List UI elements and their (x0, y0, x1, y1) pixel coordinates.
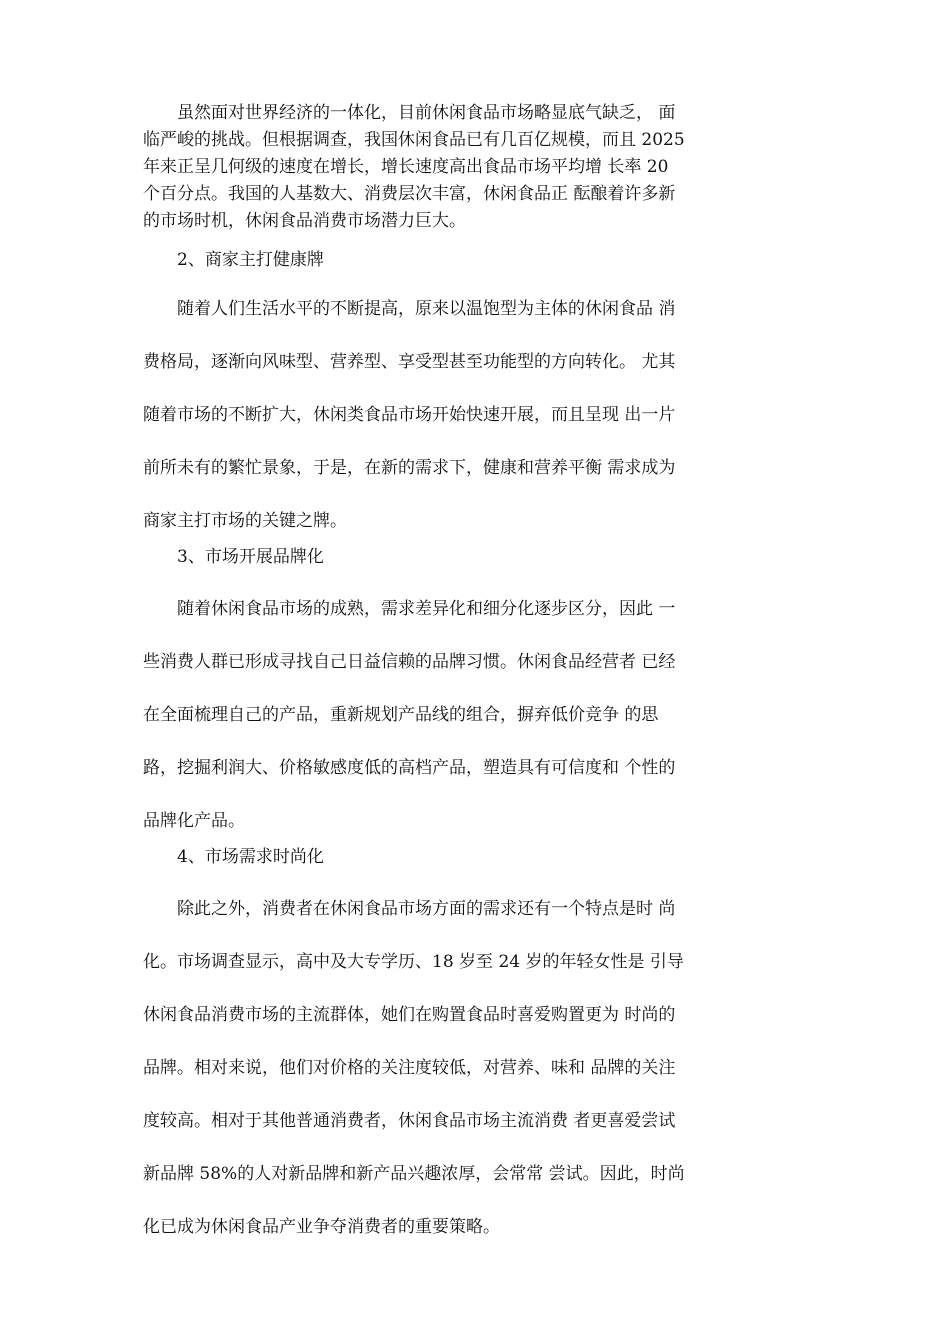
text-line: 临严峻的挑战。但根据调查，我国休闲食品已有几百亿规模，而且 2025 (143, 130, 685, 150)
text-line: 些消费人群已形成寻找自己日益信赖的品牌习惯。休闲食品经营者 已经 (143, 652, 676, 672)
section-heading: 4、市场需求时尚化 (177, 847, 324, 867)
text-line: 的市场时机，休闲食品消费市场潜力巨大。 (143, 211, 466, 231)
text-line: 品牌化产品。 (143, 811, 245, 831)
text-line: 路，挖掘利润大、价格敏感度低的高档产品，塑造具有可信度和 个性的 (143, 758, 676, 778)
section-paragraph (143, 283, 823, 548)
text-line: 休闲食品消费市场的主流群体，她们在购置食品时喜爱购置更为 时尚的 (143, 1005, 676, 1025)
text-line: 在全面梳理自己的产品，重新规划产品线的组合，摒弃低价竞争 的思 (143, 705, 659, 725)
intro-paragraph (143, 100, 823, 235)
text-line: 随着休闲食品市场的成熟，需求差异化和细分化逐步区分，因此 一 (177, 599, 676, 619)
text-line: 品牌。相对来说，他们对价格的关注度较低，对营养、味和 品牌的关注 (143, 1058, 676, 1078)
text-line: 费格局，逐渐向风味型、营养型、享受型甚至功能型的方向转化。 尤其 (143, 352, 676, 372)
section-heading: 2、商家主打健康牌 (177, 250, 324, 270)
text-line: 个百分点。我国的人基数大、消费层次丰富，休闲食品正 酝酿着许多新 (143, 184, 676, 204)
text-line: 随着市场的不断扩大，休闲类食品市场开始快速开展，而且呈现 出一片 (143, 405, 676, 425)
text-line: 随着人们生活水平的不断提高，原来以温饱型为主体的休闲食品 消 (177, 299, 676, 319)
text-line: 除此之外，消费者在休闲食品市场方面的需求还有一个特点是时 尚 (177, 899, 676, 919)
section-heading: 3、市场开展品牌化 (177, 547, 324, 567)
text-line: 商家主打市场的关键之牌。 (143, 511, 347, 531)
text-line: 虽然面对世界经济的一体化，目前休闲食品市场略显底气缺乏， 面 (177, 103, 676, 123)
text-line: 年来正呈几何级的速度在增长，增长速度高出食品市场平均增 长率 20 (143, 157, 669, 177)
section-paragraph (143, 583, 823, 848)
section-paragraph (143, 883, 823, 1254)
text-line: 前所未有的繁忙景象，于是，在新的需求下，健康和营养平衡 需求成为 (143, 458, 676, 478)
text-line: 新品牌 58%的人对新品牌和新产品兴趣浓厚，会常常 尝试。因此，时尚 (143, 1164, 685, 1184)
text-line: 度较高。相对于其他普通消费者，休闲食品市场主流消费 者更喜爱尝试 (143, 1111, 676, 1131)
text-line: 化。市场调查显示，高中及大专学历、18 岁至 24 岁的年轻女性是 引导 (143, 952, 684, 972)
text-line: 化已成为休闲食品产业争夺消费者的重要策略。 (143, 1217, 500, 1237)
